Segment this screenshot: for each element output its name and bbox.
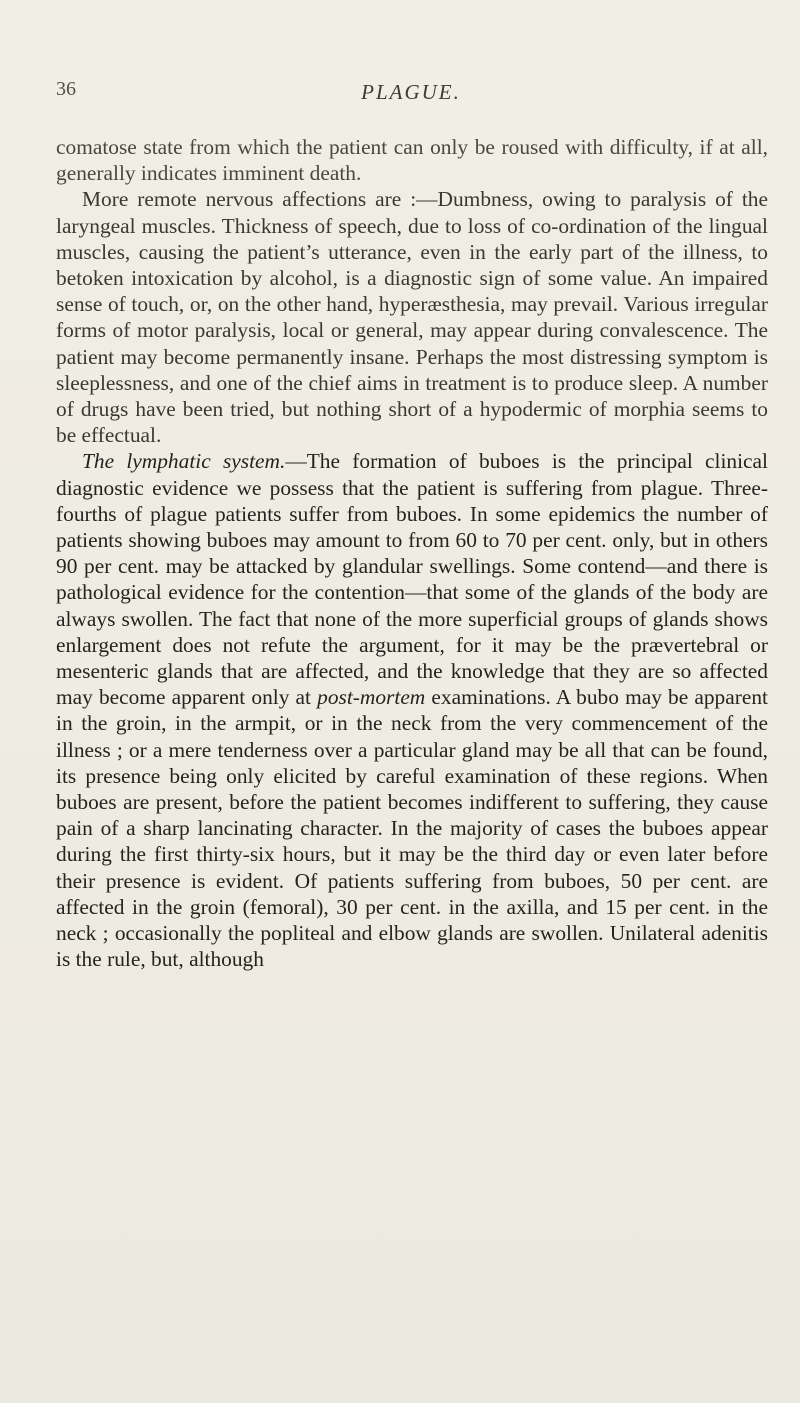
paragraph-text: —The formation of buboes is the principal clinical diagnostic evidence we possess that the patient is suffering from plague. Three-fourths of plague patients suffer from buboes. In some epidemics the number of patients showing buboes may amount to from 60 to 70 per cent. only, but in others 90 per cent. may be attacked by glandular swellings. Some contend—and there is pathological evidence for the contention—that some of the glands of the body are always swollen. The fact that none of the more superficial groups of glands shows enlargement does not refute the argument, for it may be the prævertebral or mesenteric glands that are affected, and the knowledge that they are so affected may become apparent only at xyxy=(56,449,768,710)
emphasis-post-mortem: post-mortem xyxy=(317,685,426,710)
page-number: 36 xyxy=(56,78,76,100)
running-head xyxy=(56,78,766,112)
paragraph-comatose-state xyxy=(56,134,768,186)
body-text xyxy=(56,134,768,973)
running-title: PLAGUE. xyxy=(361,80,461,104)
paragraph-text: More remote nervous affections are :—Dumbness, owing to paralysis of the laryngeal muscles. Thickness of speech, due to loss of co-ordination of the lingual muscles, causing the patient’s utterance, even in the early part of the illness, to betoken intoxication by alcohol, is a diagnostic sign of some value. An impaired sense of touch, or, on the other hand, hyperæsthesia, may prevail. Various irregular forms of motor paralysis, local or general, may appear during convalescence. The patient may become permanently insane. Perhaps the most distressing symptom is sleeplessness, and one of the chief aims in treatment is to produce sleep. A number of drugs have been tried, but nothing short of a hypodermic of morphia seems to be effectual. xyxy=(56,187,768,448)
paragraph-text-continued: examinations. A bubo may be apparent in the groin, in the armpit, or in the neck from the very commencement of the illness ; or a mere tenderness over a particular gland may be all that can be found, its presence being only elicited by careful examination of these regions. When buboes are present, before the patient becomes indifferent to suffering, they cause pain of a sharp lancinating character. In the majority of cases the buboes appear during the first thirty-six hours, but it may be the third day or even later before their presence is evident. Of patients suffering from buboes, 50 per cent. are affected in the groin (femoral), 30 per cent. in the axilla, and 15 per cent. in the neck ; occasionally the popliteal and elbow glands are swollen. Unilateral adenitis is the rule, but, although xyxy=(56,685,768,972)
paragraph-lymphatic-system xyxy=(56,448,768,972)
paragraph-nervous-affections xyxy=(56,186,768,448)
paragraph-text: comatose state from which the patient can only be roused with difficulty, if at all, generally indicates imminent death. xyxy=(56,135,768,186)
section-heading: The lymphatic system. xyxy=(82,449,286,474)
